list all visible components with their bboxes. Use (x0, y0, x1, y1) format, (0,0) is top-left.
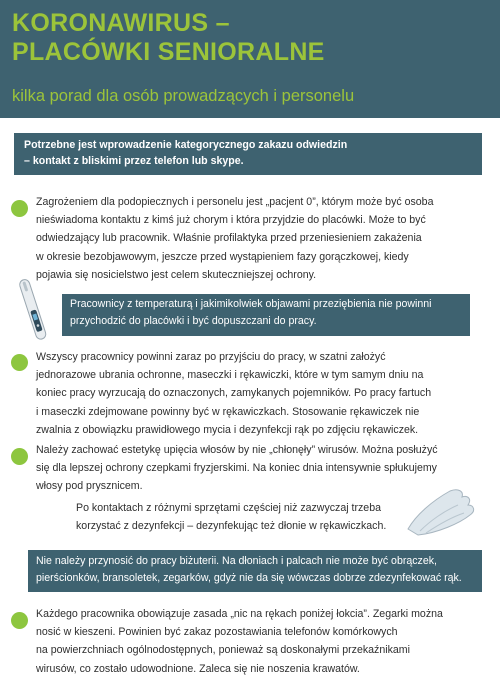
page-subtitle: kilka porad dla osób prowadzących i personelu (12, 87, 355, 105)
bullet-dot-4 (11, 612, 28, 629)
title-line-1: KORONAWIRUS – (12, 9, 230, 37)
section-2-text (36, 348, 431, 439)
section-4-line: wirusów, co zostało udowodnione. Zaleca się nie noszenia krawatów. (36, 662, 360, 675)
bullet-dot-1 (11, 200, 28, 217)
warning-box-temperature (62, 294, 470, 336)
box-2-line: Nie należy przynosić do pracy biżuterii. Na dłoniach i palcach nie może być obrączek, (36, 555, 437, 567)
intro-box (14, 133, 482, 175)
disinfection-note (76, 499, 386, 535)
section-1-text (36, 193, 433, 284)
section-3-line: się dla lepszej ochrony czepkami fryzjerskimi. Na koniec dnia intensywnie spłukujemy (36, 462, 437, 475)
section-3-line: włosy pod prysznicem. (36, 480, 143, 493)
box-1-line: Pracownicy z temperaturą i jakimikolwiek objawami przeziębienia nie powinni (70, 298, 432, 310)
section-1-line: nieświadoma kontaktu z kimś już chorym i która przyjdzie do placówki. Może to być (36, 214, 426, 227)
bullet-dot-2 (11, 354, 28, 371)
header-banner (0, 0, 500, 118)
section-3-line: Należy zachować estetykę upięcia włosów by nie „chłonęły” wirusów. Można posłużyć (36, 444, 438, 456)
section-1-line: Zagrożeniem dla podopiecznych i personelu jest „pacjent 0”, którym może być osoba (36, 196, 434, 208)
section-2-line: Wszyscy pracownicy powinni zaraz po przyjściu do pracy, w szatni założyć (36, 351, 386, 363)
section-1-line: pojawia się nosicielstwo jest celem skuteczniejszej ochrony. (36, 268, 317, 281)
box-1-line: przychodzić do placówki i być dopuszczani do pracy. (70, 315, 317, 327)
section-2-line: koniec pracy wyrzucają do oznaczonych, zamykanych pojemników. Po pracy fartuch (36, 387, 432, 400)
section-4-text (36, 605, 443, 678)
title-line-2: PLACÓWKI SENIORALNE (12, 38, 325, 66)
page-title (12, 9, 325, 67)
section-2-line: jednorazowe ubrania ochronne, maseczki i rękawiczki, które w tym samym dniu na (36, 369, 424, 382)
jewelry-warning-box (28, 550, 482, 592)
intro-line-1: Potrzebne jest wprowadzenie kategorycznego zakazu odwiedzin (24, 139, 348, 151)
section-3-text (36, 441, 438, 496)
note-line: korzystać z dezynfekcji – dezynfekując też dłonie w rękawiczkach. (76, 520, 387, 533)
thermometer-icon (14, 276, 54, 344)
box-2-line: pierścionków, bransoletek, zegarków, gdyż nie da się wówczas dobrze zdezynfekować rąk. (36, 572, 462, 584)
note-line: Po kontaktach z różnymi sprzętami częściej niż zazwyczaj trzeba (76, 502, 381, 514)
section-1-line: odwiedzający lub pracownik. Właśnie profilaktyka przed przeniesieniem zakażenia (36, 232, 422, 245)
bullet-dot-3 (11, 448, 28, 465)
section-4-line: Każdego pracownika obowiązuje zasada „nic na rękach poniżej łokcia”. Zegarki można (36, 608, 443, 620)
section-2-line: zwalnia z obowiązku prawidłowego mycia i dezynfekcji rąk po zdjęciu rękawiczek. (36, 423, 419, 436)
section-1-line: w okresie bezobjawowym, jeszcze przed wystąpieniem fazy gorączkowej, kiedy (36, 250, 409, 263)
section-4-line: nosić w kieszeni. Powinien być zakaz pozostawiania telefonów komórkowych (36, 626, 398, 639)
intro-line-2: – kontakt z bliskimi przez telefon lub skype. (24, 155, 244, 167)
gloves-icon (398, 485, 480, 537)
section-4-line: na powierzchniach ogólnodostępnych, ponieważ są doskonałymi przekaźnikami (36, 644, 410, 657)
section-2-line: i maseczki zdejmowane powinny być w rękawiczkach. Stosowanie rękawiczek nie (36, 405, 420, 418)
